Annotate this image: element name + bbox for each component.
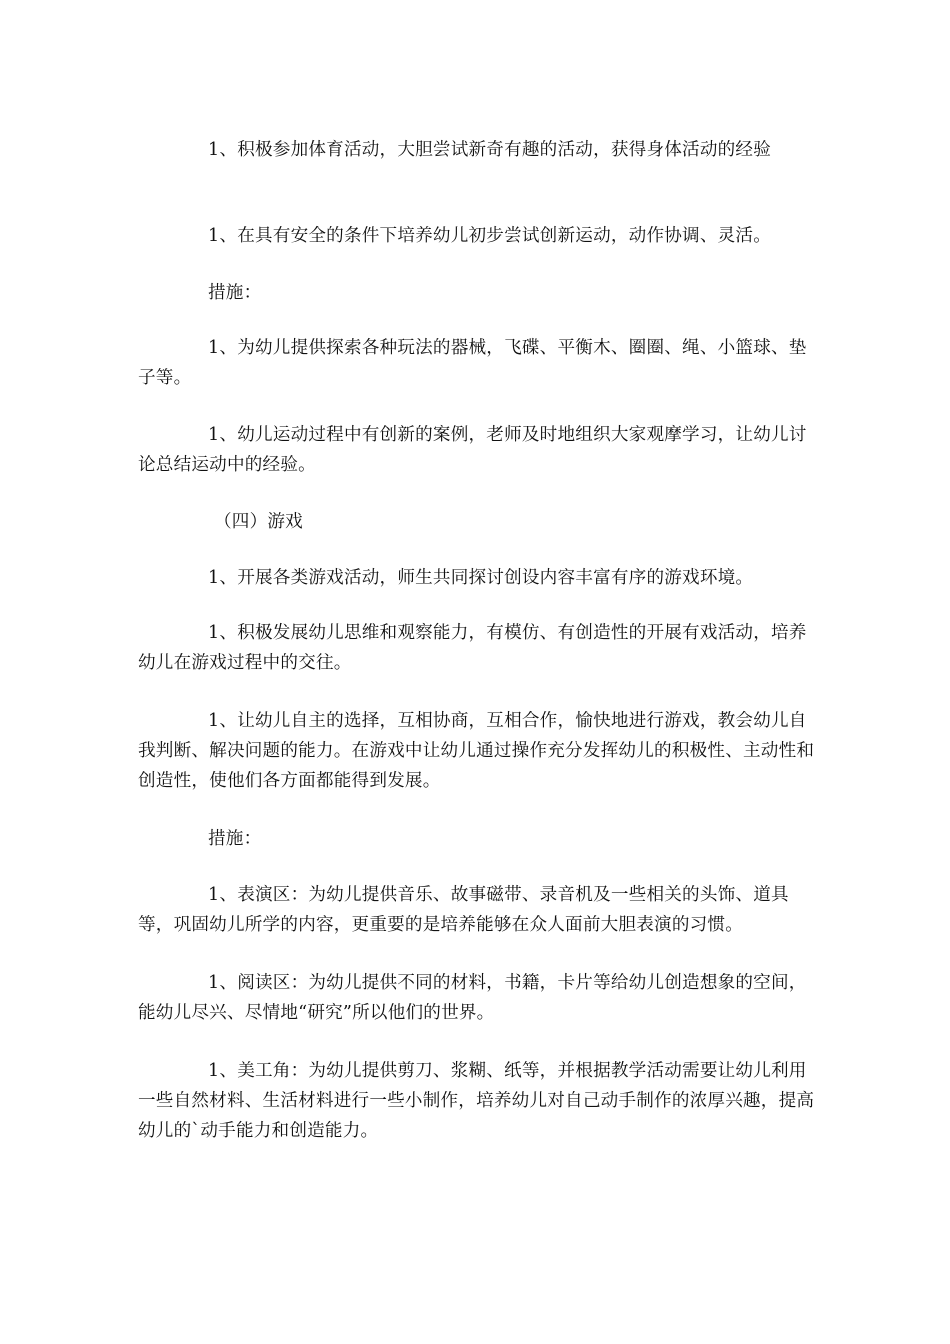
paragraph-reading-area: 1、阅读区：为幼儿提供不同的材料，书籍，卡片等给幼儿创造想象的空间，能幼儿尽兴、尽情地“研究”所以他们的世界。 bbox=[138, 973, 807, 1023]
section-heading-games: （四）游戏 bbox=[214, 512, 303, 532]
measures-label-sports: 措施： bbox=[208, 283, 262, 303]
paragraph-sports-goal-1: 1、积极参加体育活动，大胆尝试新奇有趣的活动，获得身体活动的经验 bbox=[208, 140, 772, 160]
paragraph-games-goal-2: 1、积极发展幼儿思维和观察能力，有模仿、有创造性的开展有戏活动，培养幼儿在游戏过程中的交往。 bbox=[138, 623, 807, 673]
measures-label-games: 措施： bbox=[208, 829, 262, 849]
paragraph-sports-goal-2: 1、在具有安全的条件下培养幼儿初步尝试创新运动，动作协调、灵活。 bbox=[208, 226, 772, 246]
paragraph-sports-measure-1: 1、为幼儿提供探索各种玩法的器械，飞碟、平衡木、圈圈、绳、小篮球、垫子等。 bbox=[138, 338, 807, 388]
paragraph-sports-measure-2: 1、幼儿运动过程中有创新的案例，老师及时地组织大家观摩学习，让幼儿讨论总结运动中的经验。 bbox=[138, 425, 807, 475]
paragraph-performance-area: 1、表演区：为幼儿提供音乐、故事磁带、录音机及一些相关的头饰、道具等，巩固幼儿所学的内容，更重要的是培养能够在众人面前大胆表演的习惯。 bbox=[138, 885, 789, 935]
paragraph-games-goal-1: 1、开展各类游戏活动，师生共同探讨创设内容丰富有序的游戏环境。 bbox=[208, 568, 754, 588]
paragraph-art-corner: 1、美工角：为幼儿提供剪刀、浆糊、纸等，并根据教学活动需要让幼儿利用一些自然材料、生活材料进行一些小制作，培养幼儿对自己动手制作的浓厚兴趣，提高幼儿的`动手能力和创造能力。 bbox=[138, 1061, 815, 1141]
paragraph-games-goal-3: 1、让幼儿自主的选择，互相协商，互相合作，愉快地进行游戏，教会幼儿自我判断、解决问题的能力。在游戏中让幼儿通过操作充分发挥幼儿的积极性、主动性和创造性，使他们各方面都能得到发展。 bbox=[138, 711, 815, 791]
